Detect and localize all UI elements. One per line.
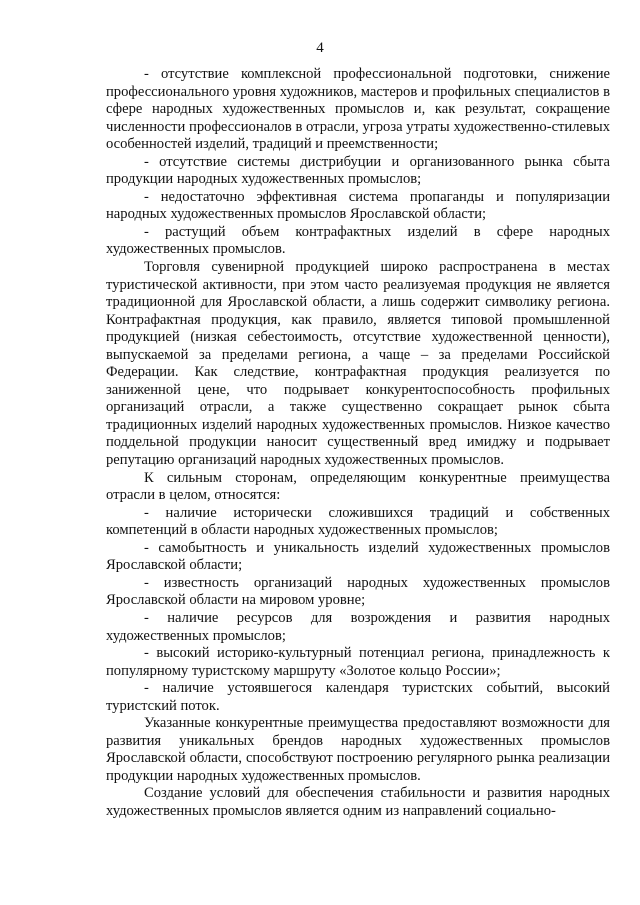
page-number: 4 xyxy=(316,40,324,56)
paragraph-strength-recognition: - известность организаций народных художественных промыслов Ярославской области на мировом уровне; xyxy=(106,574,610,609)
paragraph-weak-promotion: - недостаточно эффективная система пропаганды и популяризации народных художественных промыслов Ярославской области; xyxy=(106,188,610,223)
paragraph-counterfeit-growth: - растущий объем контрафактных изделий в сфере народных художественных промыслов. xyxy=(106,223,610,258)
document-body xyxy=(106,66,610,821)
paragraph-lack-of-distribution: - отсутствие системы дистрибуции и организованного рынка сбыта продукции народных художественных промыслов; xyxy=(106,153,610,188)
paragraph-strength-traditions: - наличие исторически сложившихся традиций и собственных компетенций в области народных художественных промыслов; xyxy=(106,504,610,539)
paragraph-strength-uniqueness: - самобытность и уникальность изделий художественных промыслов Ярославской области; xyxy=(106,539,610,574)
paragraph-strength-tourist-calendar: - наличие устоявшегося календаря туристских событий, высокий туристский поток. xyxy=(106,680,610,714)
paragraph-strength-resources: - наличие ресурсов для возрождения и развития народных художественных промыслов; xyxy=(106,609,610,644)
paragraph-advantages-summary: Указанные конкурентные преимущества предоставляют возможности для развития уникальных брендов народных художественных промыслов Ярославской области, способствуют построению регулярного рынка реализации продукции народных художественных промыслов. xyxy=(106,715,610,784)
paragraph-lack-of-training: - отсутствие комплексной профессиональной подготовки, снижение профессионального уровня художников, мастеров и профильных специалистов в сфере народных художественных промыслов и, как результат, сокращение численности профессионалов в отрасли, угроза утраты художественно-стилевых особенностей изделий, традиций и преемственности; xyxy=(106,66,610,153)
paragraph-conditions-creation: Создание условий для обеспечения стабильности и развития народных художественных промыслов является одним из направлений социально- xyxy=(106,785,610,819)
paragraph-strengths-intro: К сильным сторонам, определяющим конкурентные преимущества отрасли в целом, относятся: xyxy=(106,469,610,504)
paragraph-souvenir-trade: Торговля сувенирной продукцией широко распространена в местах туристической активности, при этом часто реализуемая продукция не является традиционной для Ярославской области, а лишь содержит символику региона. Контрафактная продукция, как правило, является типовой промышленной продукцией (низкая себестоимость, отсутствие художественной ценности), выпускаемой за пределами региона, а чаще – за пределами Российской Федерации. Как следствие, контрафактная продукция реализуется по заниженной цене, что подрывает конкурентоспособность профильных организаций отрасли, а также существенно сокращает рынок сбыта традиционных изделий народных художественных промыслов. Низкое качество поддельной продукции наносит существенный вред имиджу и подрывает репутацию организаций народных художественных промыслов. xyxy=(106,259,610,469)
paragraph-strength-cultural-potential: - высокий историко-культурный потенциал региона, принадлежность к популярному туристскому маршруту «Золотое кольцо России»; xyxy=(106,645,610,679)
